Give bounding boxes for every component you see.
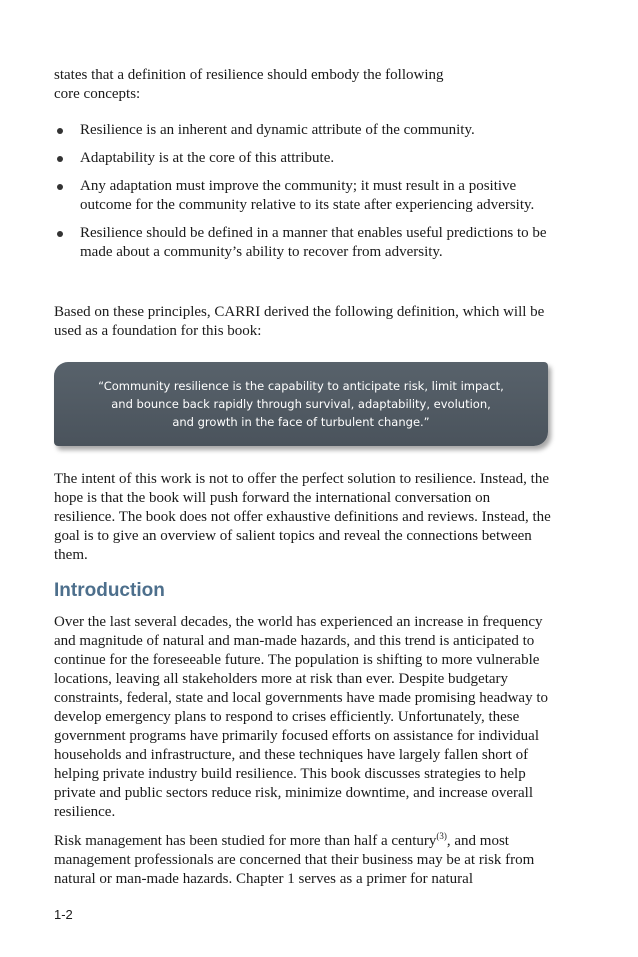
bullet-icon xyxy=(57,231,63,237)
page-number: 1-2 xyxy=(54,907,73,922)
risk-paragraph: Risk management has been studied for more than half a century$^{(3)}$, and most management professionals are concerned that their business may be at risk from natural or man-made hazards. Chapter 1 serves as a primer for natural xyxy=(54,831,535,887)
list-item: Any adaptation must improve the community; it must result in a positive outcome for the community relative to its state after experiencing adversity. xyxy=(54,177,574,215)
section-heading: Introduction xyxy=(54,580,165,601)
list-item: Adaptability is at the core of this attribute. xyxy=(54,149,574,168)
core-concepts-list xyxy=(54,121,574,271)
list-item: Resilience is an inherent and dynamic attribute of the community. xyxy=(54,121,574,140)
bullet-icon xyxy=(57,184,63,190)
introduction-paragraph: Over the last several decades, the world has experienced an increase in frequency and magnitude of natural and man-made hazards, and this trend is anticipated to continue for the foreseeable future. The population is shifting to more vulnerable locations, leaving all stakeholders more at risk than ever. Despite budgetary constraints, federal, state and local governments have made promising headway to develop emergency plans to respond to crises efficiently. Unfortunately, these government programs have primarily focused efforts on assistance for individual households and infrastructure, and these techniques have largely fallen short of helping private industry build resilience. This book discusses strategies to help private and public sectors reduce risk, minimize downtime, and increase overall resilience. xyxy=(54,614,549,820)
definition-quote: “Community resilience is the capability to anticipate risk, limit impact, and bounce back rapidly through survival, adaptability, evolution, and growth in the face of turbulent change.” xyxy=(98,379,504,429)
definition-quote-box xyxy=(54,362,548,446)
based-paragraph: Based on these principles, CARRI derived the following definition, which will be used as a foundation for this book: xyxy=(54,304,545,339)
bullet-icon xyxy=(57,128,63,134)
intro-paragraph: states that a definition of resilience should embody the following core concepts: xyxy=(54,67,444,102)
bullet-icon xyxy=(57,156,63,162)
intent-paragraph: The intent of this work is not to offer the perfect solution to resilience. Instead, the hope is that the book will push forward the international conversation on resilience. The book does not offer exhaustive definitions and reviews. Instead, the goal is to give an overview of salient topics and reveal the connections between them. xyxy=(54,471,551,563)
citation-superscript: (3) xyxy=(436,831,447,841)
list-item: Resilience should be defined in a manner that enables useful predictions to be made about a community’s ability to recover from adversity. xyxy=(54,224,574,262)
